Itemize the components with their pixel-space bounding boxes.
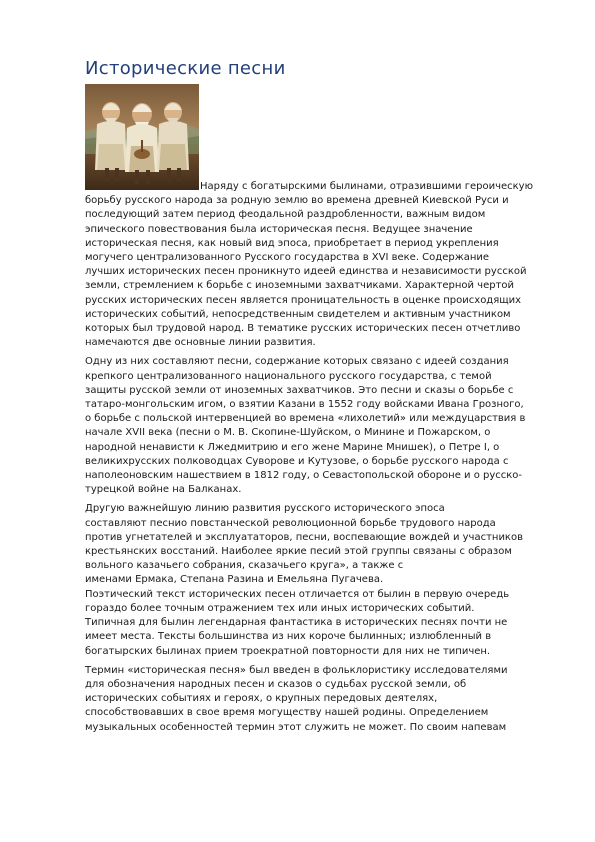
page-title: Исторические песни	[85, 58, 286, 79]
paragraph-intro: Наряду с богатырскими былинами, отразившими героическую борьбу русского народа за родную землю во времена древней Киевской Руси и последующий затем период феодальной раздробленности, важным видом эпического повествования была историческая песня. Ведущее значение историческая песня, как новый вид эпоса, приобретает в период укрепления могучего централизованного Русского государства в XVI веке. Содержание лучших исторических песен проникнуто идеей единства и независимости русской земли, стремлением к борьбе с иноземными захватчиками. Характерной чертой русских исторических песен является проницательность в оценке происходящих исторических событий, непосредственным свидетелем и активным участником которых был трудовой народ. В тематике русских исторических песен отчетливо намечаются две основные линии развития.	[85, 181, 534, 349]
paragraph-term-definition: Термин «историческая песня» был введен в фольклористику исследователями для обозначения народных песен и сказов о судьбах русской земли, об исторических событиях и героях, о крупных передовых деятелях, способствовавших в свое время могуществу нашей родины. Определением музыкальных особенностей термин этот служить не может. По своим напевам	[85, 664, 508, 733]
paragraph-revolt-theme: Другую важнейшую линию развития русского исторического эпоса составляют песнио повстанческой революционной борьбе трудового народа против угнетателей и эксплуататоров, песни, воспевающие вождей и участников крестьянских восстаний. Наиболее яркие песий этой группы связаны с образом вольного казачьего собрания, сказачьего круга», а также с именами Ермака, Степана Разина и Емельяна Пугачева.	[85, 503, 523, 586]
article-body	[85, 180, 545, 740]
bogatyrs-painting-image	[85, 84, 199, 190]
paragraph-state-theme: Одну из них составляют песни, содержание которых связано с идеей создания крепкого централизованного национального русского государства, с темой защиты русской земли от иноземных захватчиков. Это песни и сказы о борьбе с татаро-монгольским игом, о взятии Казани в 1552 году войсками Ивана Грозного, о борьбе с польской интервенцией во времена «лихолетий» или междуцарствия в начале XVII века (песни о М. В. Скопине-Шуйском, о Минине и Пожарском, о народной ненависти к Лжедмитрию и его жене Марине Мнишек), о Петре I, о великихрусских полководцах Суворове и Кутузове, о борьбе русского народа с наполеоновским нашествием в 1812 году, о Севастопольской обороне и о русско- турецкой войне на Балканах.	[85, 356, 526, 496]
paragraph-poetic-text: Поэтический текст исторических песен отличается от былин в первую очередь гораздо более точным отражением тех или иных исторических событий. Типичная для былин легендарная фантастика в исторических песнях почти не имеет места. Тексты большинства из них короче былинных; излюбленный в богатырских былинах прием троекратной повторности для них не типичен.	[85, 588, 510, 657]
